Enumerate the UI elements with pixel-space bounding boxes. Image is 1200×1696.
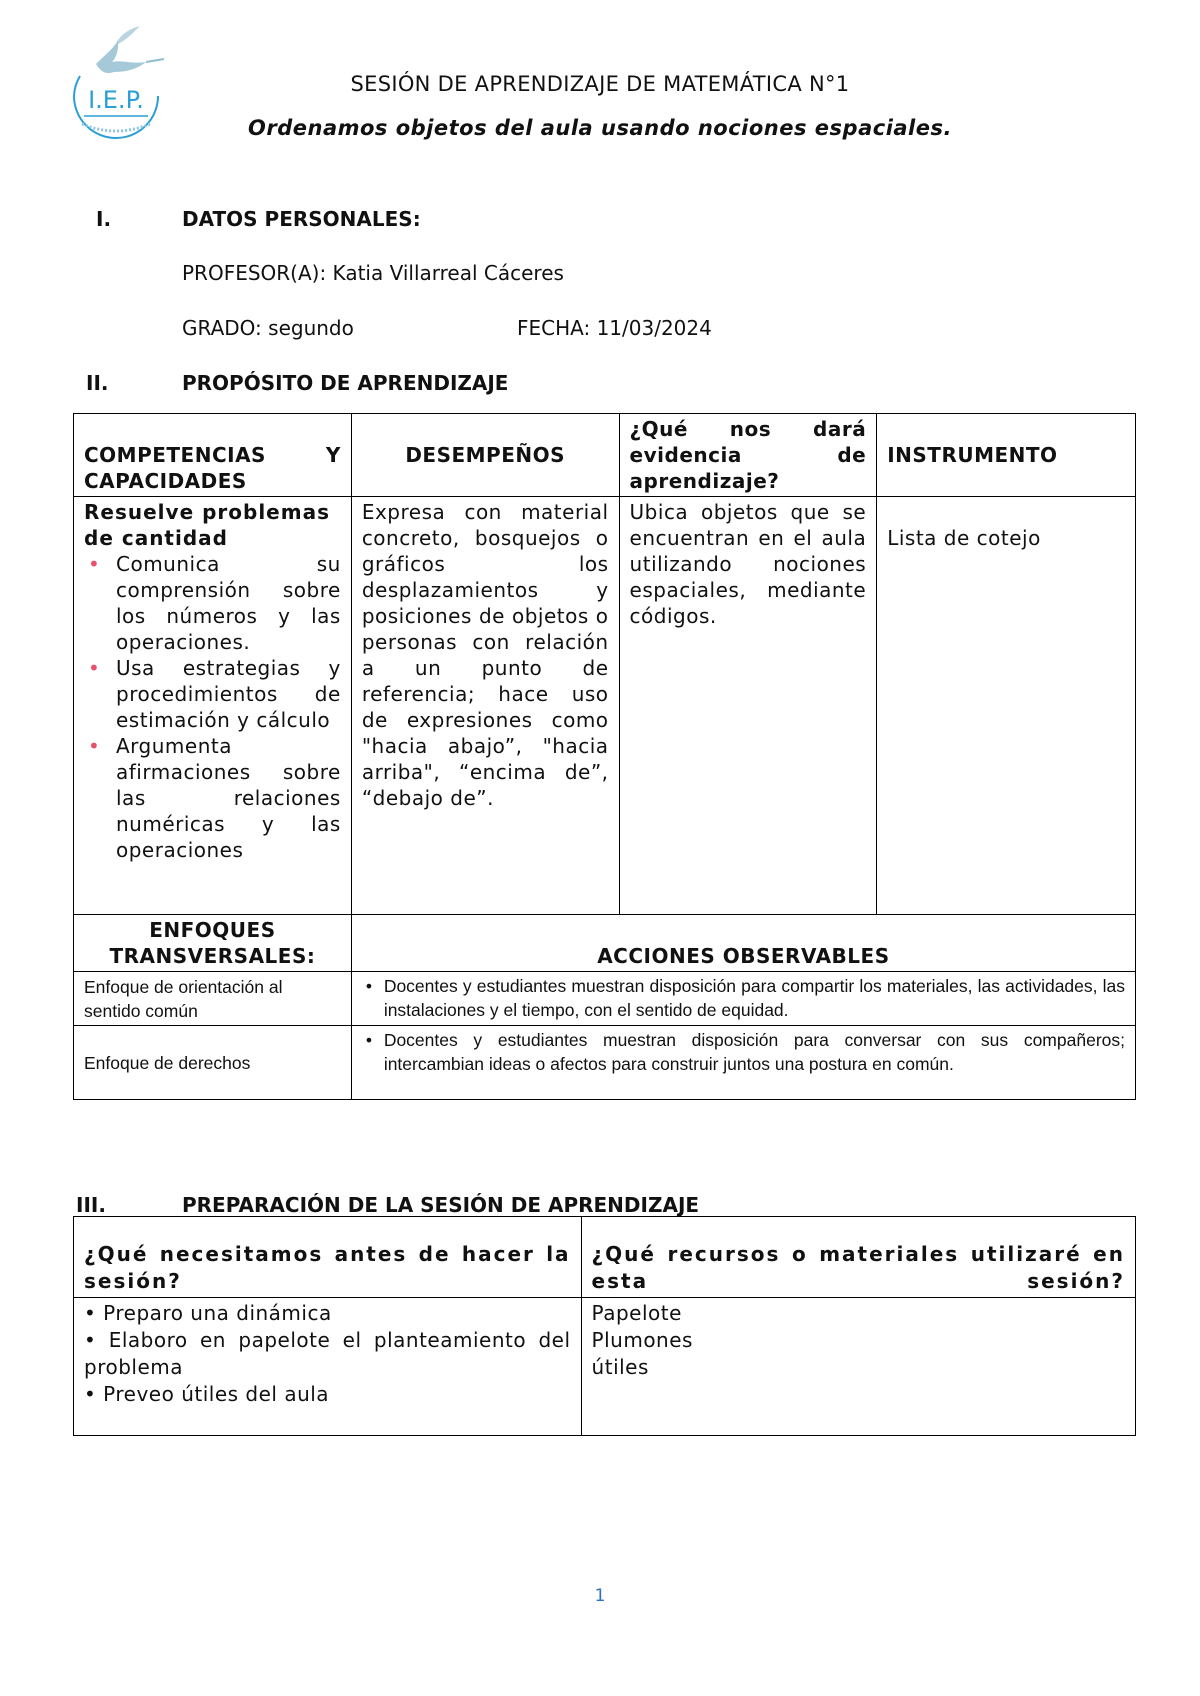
list-item: • Preveo útiles del aula <box>84 1382 330 1406</box>
svg-text:I.E.P.: I.E.P. <box>88 86 144 114</box>
header-desempenos: DESEMPEÑOS <box>351 414 619 497</box>
capacidades-list <box>84 551 341 863</box>
instrumento-cell: Lista de cotejo <box>877 497 1136 915</box>
enfoque-accion-cell <box>351 1026 1135 1100</box>
preparacion-table <box>73 1216 1136 1436</box>
proposito-table <box>73 413 1136 1100</box>
section-1-title: DATOS PERSONALES: <box>182 207 421 231</box>
competencia-title: Resuelve problemas de cantidad <box>84 500 330 550</box>
list-item: • Elaboro en papelote el planteamiento del problema <box>84 1328 571 1379</box>
list-item: • Comunica su comprensión sobre los números y las operaciones. <box>116 551 341 655</box>
section-3-number: III. <box>76 1193 106 1217</box>
list-item: • Argumenta afirmaciones sobre las relaciones numéricas y las operaciones <box>116 733 341 863</box>
grado-line: GRADO: segundo <box>182 316 354 340</box>
section-2-number: II. <box>86 371 109 395</box>
desempeno-cell: Expresa con material concreto, bosquejos o gráficos los desplazamientos y posiciones de objetos o personas con relación a un punto de referencia; hace uso de expresiones como "hacia abajo”, "hacia arriba", “encima de”, “debajo de”. <box>351 497 619 915</box>
antes-cell <box>74 1298 582 1436</box>
competencias-cell <box>74 497 352 915</box>
enfoque-name: Enfoque de orientación al sentido común <box>74 972 352 1026</box>
header-competencias: COMPETENCIAS Y CAPACIDADES <box>74 414 352 497</box>
table-row <box>74 497 1136 915</box>
enfoque-accion: • Docentes y estudiantes muestran disposición para compartir los materiales, las actividades, las instalaciones y el tiempo, con el sentido de equidad. <box>384 974 1125 1022</box>
list-item: Papelote <box>591 1301 682 1325</box>
enfoque-name: Enfoque de derechos <box>74 1026 352 1100</box>
section-3-title: PREPARACIÓN DE LA SESIÓN DE APRENDIZAJE <box>182 1193 700 1217</box>
table-row <box>74 972 1136 1026</box>
list-item: útiles <box>591 1355 649 1379</box>
acciones-header: ACCIONES OBSERVABLES <box>351 915 1135 972</box>
table-row <box>74 1298 1136 1436</box>
fecha-line: FECHA: 11/03/2024 <box>517 316 712 340</box>
document-subtitle: Ordenamos objetos del aula usando nociones espaciales. <box>248 116 952 140</box>
table-header-row <box>74 414 1136 497</box>
table-row <box>74 1026 1136 1100</box>
section-1-number: I. <box>96 207 112 231</box>
table-header-row <box>74 1217 1136 1298</box>
enfoque-accion: • Docentes y estudiantes muestran disposición para conversar con sus compañeros; intercambian ideas o afectos para construir juntos una postura en común. <box>384 1028 1125 1076</box>
evidencia-cell: Ubica objetos que se encuentran en el aula utilizando nociones espaciales, mediante códigos. <box>619 497 877 915</box>
section-2-title: PROPÓSITO DE APRENDIZAJE <box>182 371 509 395</box>
header-instrumento: INSTRUMENTO <box>877 414 1136 497</box>
header-recursos: ¿Qué recursos o materiales utilizaré en esta sesión? <box>581 1217 1135 1298</box>
list-item: Plumones <box>591 1328 693 1352</box>
list-item: • Preparo una dinámica <box>84 1301 332 1325</box>
page-number: 1 <box>594 1586 606 1606</box>
enfoque-accion-cell <box>351 972 1135 1026</box>
profesor-line: PROFESOR(A): Katia Villarreal Cáceres <box>182 261 564 285</box>
document-title: SESIÓN DE APRENDIZAJE DE MATEMÁTICA N°1 <box>350 72 850 96</box>
recursos-cell <box>581 1298 1135 1436</box>
list-item: • Usa estrategias y procedimientos de estimación y cálculo <box>116 655 341 733</box>
header-antes: ¿Qué necesitamos antes de hacer la sesión? <box>74 1217 582 1298</box>
enfoques-header-row <box>74 915 1136 972</box>
enfoques-header: ENFOQUES TRANSVERSALES: <box>74 915 352 972</box>
header-evidencia: ¿Qué nos dará evidencia de aprendizaje? <box>619 414 877 497</box>
